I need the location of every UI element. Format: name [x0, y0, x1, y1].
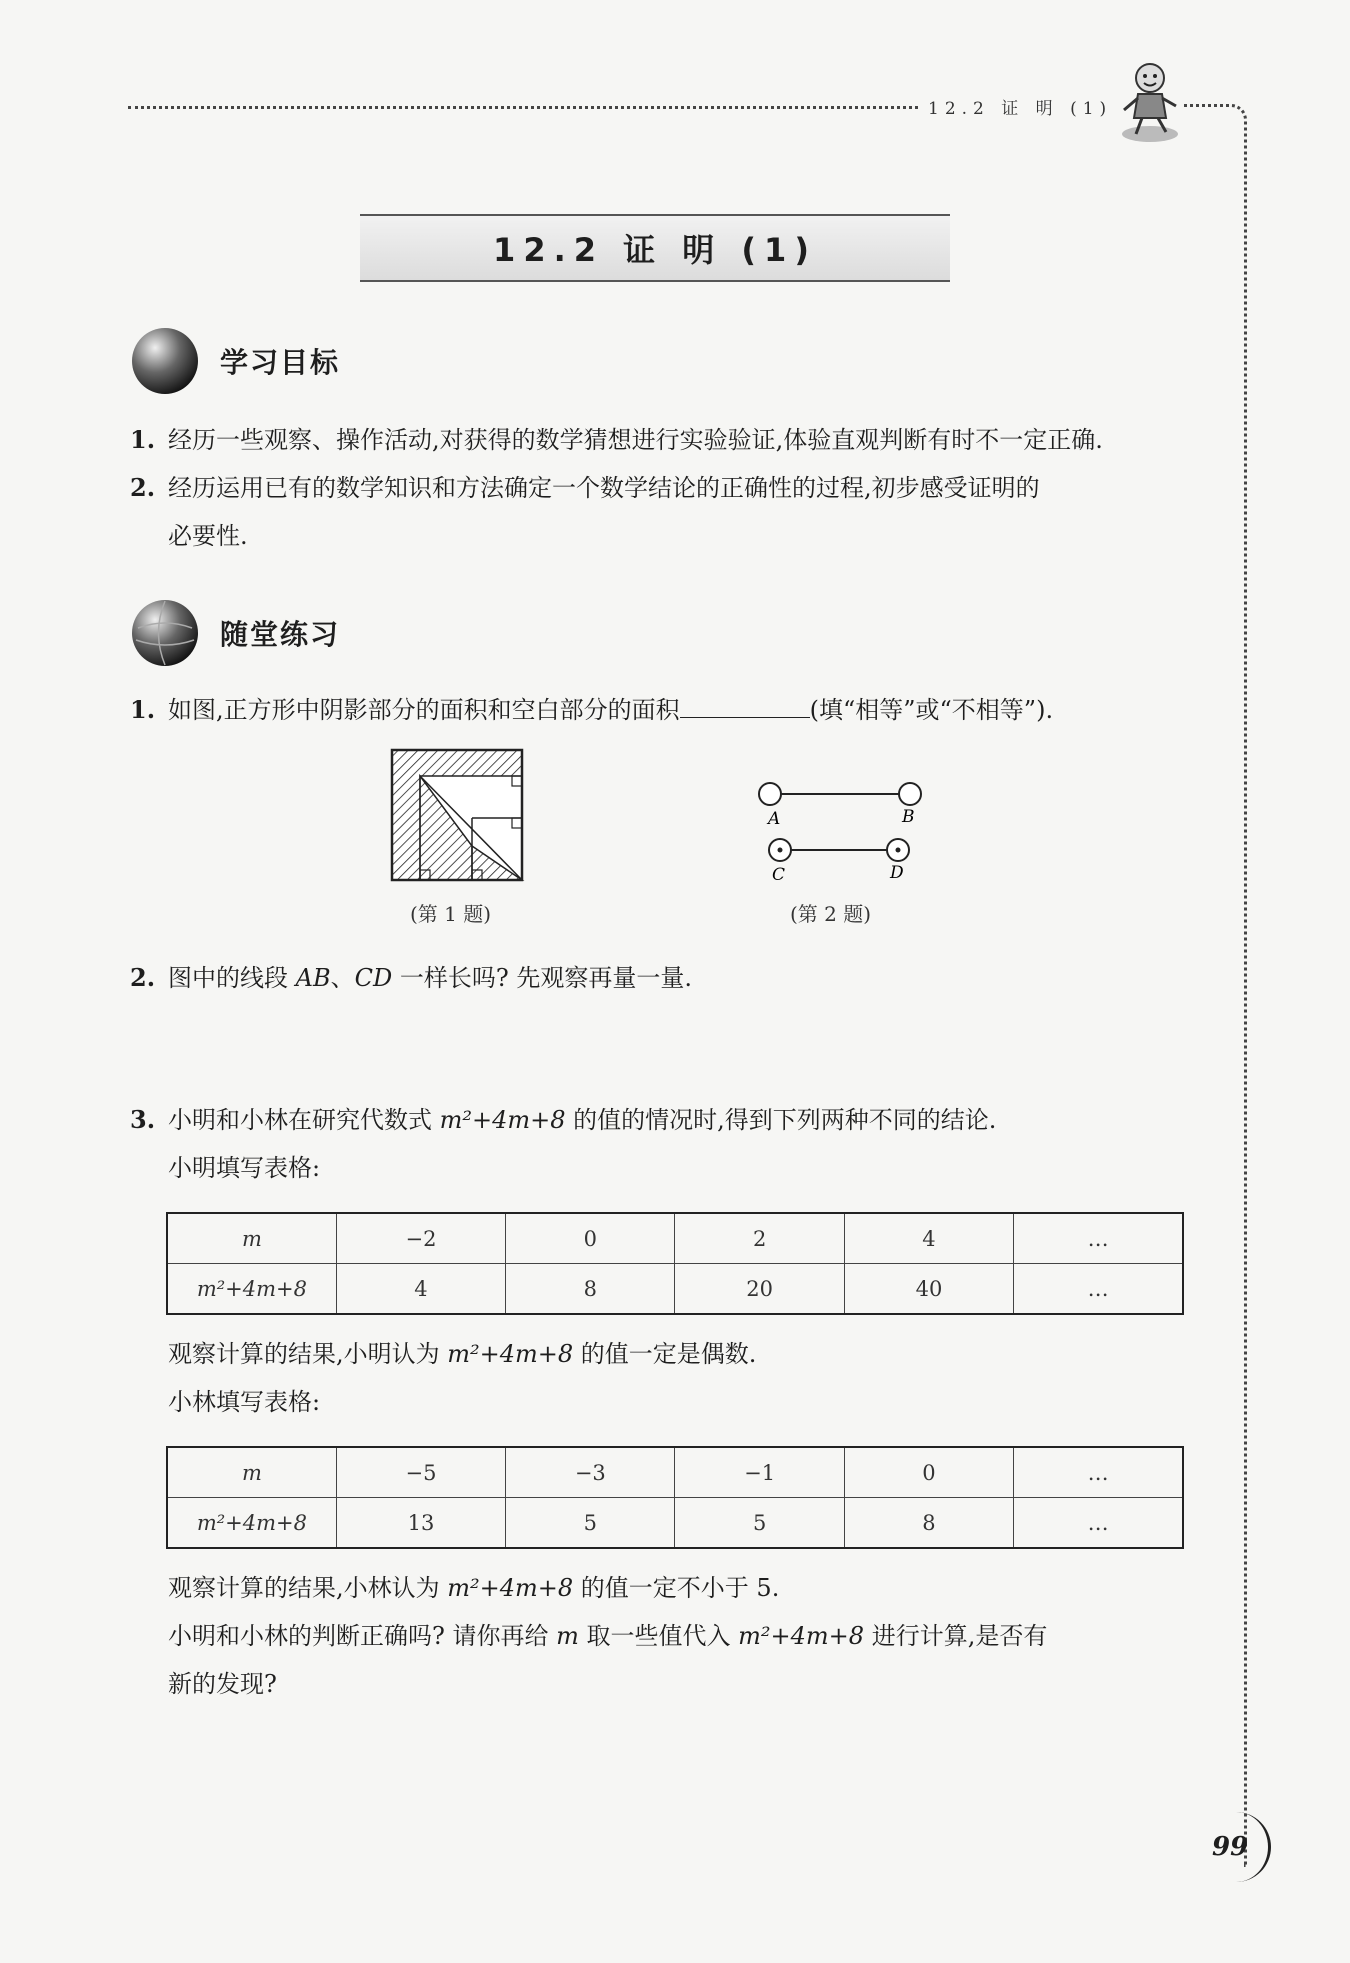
- page-title: 12.2 证 明 (1): [493, 231, 817, 269]
- practice-header: [130, 598, 340, 668]
- xiaoming-fill-label: 小明填写表格:: [168, 1154, 321, 1182]
- label-c: C: [772, 865, 786, 885]
- label-b: B: [902, 807, 915, 827]
- figure-1-caption: (第 1 题): [410, 902, 492, 926]
- question-3-prompt: 小明和小林的判断正确吗? 请你再给 m 取一些值代入 m²+4m+8 进行计算,是否有: [168, 1622, 1048, 1650]
- answer-blank[interactable]: [680, 697, 810, 718]
- section-title-banner: [360, 214, 950, 282]
- expression: m²+4m+8: [439, 1106, 566, 1134]
- header-dotted-rule: [128, 106, 918, 109]
- globe-icon: [130, 326, 200, 396]
- objectives-header: [130, 326, 340, 396]
- page-number: 99: [1212, 1832, 1249, 1862]
- table-row: m −5 −3 −1 0 …: [167, 1447, 1183, 1498]
- objectives-heading: 学习目标: [220, 346, 341, 379]
- table-row: m²+4m+8 13 5 5 8 …: [167, 1498, 1183, 1549]
- mascot-illustration: [1110, 56, 1190, 146]
- objective-item: 2. 经历运用已有的数学知识和方法确定一个数学结论的正确性的过程,初步感受证明的: [130, 473, 1040, 502]
- label-d: D: [890, 863, 904, 883]
- xiaolin-conclusion: 观察计算的结果,小林认为 m²+4m+8 的值一定不小于 5.: [168, 1574, 780, 1602]
- table-row: m²+4m+8 4 8 20 40 …: [167, 1264, 1183, 1315]
- question-2: 2. 图中的线段 AB、CD 一样长吗? 先观察再量一量.: [130, 963, 692, 992]
- figure-1-square: [390, 748, 526, 884]
- question-3-prompt-cont: 新的发现?: [168, 1670, 277, 1698]
- figure-2-caption: (第 2 题): [790, 902, 872, 926]
- xiaoming-conclusion: 观察计算的结果,小明认为 m²+4m+8 的值一定是偶数.: [168, 1340, 757, 1368]
- globe-icon: [130, 598, 200, 668]
- table-xiaolin: [166, 1446, 1184, 1549]
- xiaolin-fill-label: 小林填写表格:: [168, 1388, 321, 1416]
- label-a: A: [768, 809, 781, 829]
- objective-item-cont: 必要性.: [168, 522, 248, 550]
- margin-dotted-rule: [1184, 104, 1247, 1867]
- running-head: 12.2 证 明 (1): [928, 99, 1113, 119]
- question-3: 3. 小明和小林在研究代数式 m²+4m+8 的值的情况时,得到下列两种不同的结论.: [130, 1105, 997, 1134]
- practice-heading: 随堂练习: [220, 618, 341, 651]
- table-row: m −2 0 2 4 …: [167, 1213, 1183, 1264]
- objective-item: 1. 经历一些观察、操作活动,对获得的数学猜想进行实验验证,体验直观判断有时不一定正确.: [130, 425, 1103, 454]
- table-xiaoming: [166, 1212, 1184, 1315]
- question-1: 1. 如图,正方形中阴影部分的面积和空白部分的面积 (填“相等”或“不相等”).: [130, 695, 1054, 724]
- figure-2-segments: [750, 776, 930, 886]
